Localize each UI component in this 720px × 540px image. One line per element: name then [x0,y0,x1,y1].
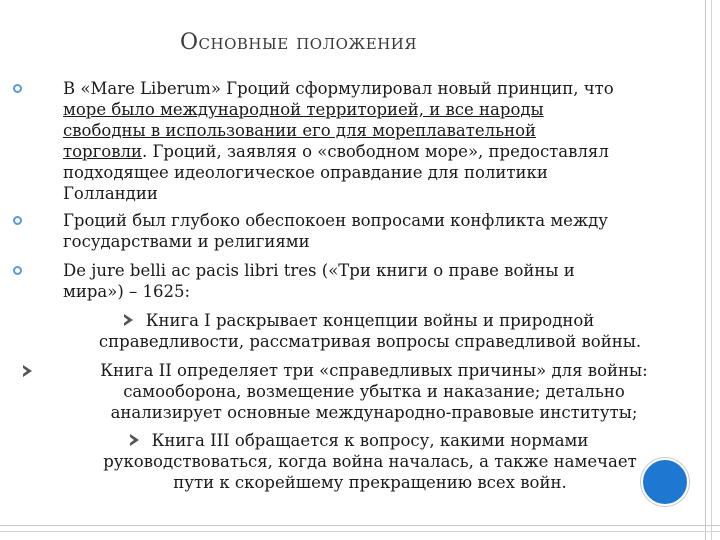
p3-line: De jure belli ac pacis libri tres («Три книги о праве войны и [63,261,575,280]
book-three-line: Книга III обращается к вопросу, какими нормами [151,431,589,450]
book-three-line: руководствоваться, когда война началась, а также намечает [103,452,637,471]
book-two-line: анализирует основные международно-правовые институты; [110,403,638,422]
slide-frame-right [705,0,720,540]
p1-underlined-line: свободны в использовании его для мореплавательной [63,121,537,140]
arrow-bullet-icon [124,314,133,326]
p1-line: подходящее идеологическое оправдание для политики [63,163,548,182]
book-three-line: пути к скорейшему прекращению всех войн. [173,473,567,492]
paragraph-de-jure-belli [63,260,575,302]
p1-underlined-line: море было международной территорией, и все народы [63,100,544,119]
book-three-item [60,430,680,493]
book-two-item [64,360,684,423]
book-two-line: Книга II определяет три «справедливых причины» для войны: [100,361,648,380]
bullet-ring-icon [13,266,22,275]
bullet-ring-icon [13,216,22,225]
arrow-bullet-icon [23,365,32,377]
arrow-bullet-icon [130,434,139,446]
book-one-line: Книга I раскрывает концепции войны и природной [145,311,595,330]
p2-line: Гроций был глубоко обеспокоен вопросами конфликта между [63,211,608,230]
p1-line: . Гроций, заявляя о «свободном море», предоставлял [141,142,609,161]
slide-frame-bottom [0,525,720,540]
book-two-line: самооборона, возмещение убытка и наказание; детально [123,382,625,401]
book-one-item [60,310,680,352]
paragraph-mare-liberum [63,78,614,204]
book-one-line: справедливости, рассматривая вопросы справедливой войны. [98,332,642,351]
p3-line: мира») – 1625: [63,282,191,301]
bullet-ring-icon [13,84,22,93]
slide-title: Основные положения [180,30,417,55]
p2-line: государствами и религиями [63,232,310,251]
p1-line: В «Mare Liberum» Гроций сформулировал новый принцип, что [63,79,614,98]
decorative-circle [641,458,689,506]
paragraph-conflict [63,210,608,252]
p1-underlined-line: торговли [63,142,142,161]
p1-line: Голландии [63,184,158,203]
